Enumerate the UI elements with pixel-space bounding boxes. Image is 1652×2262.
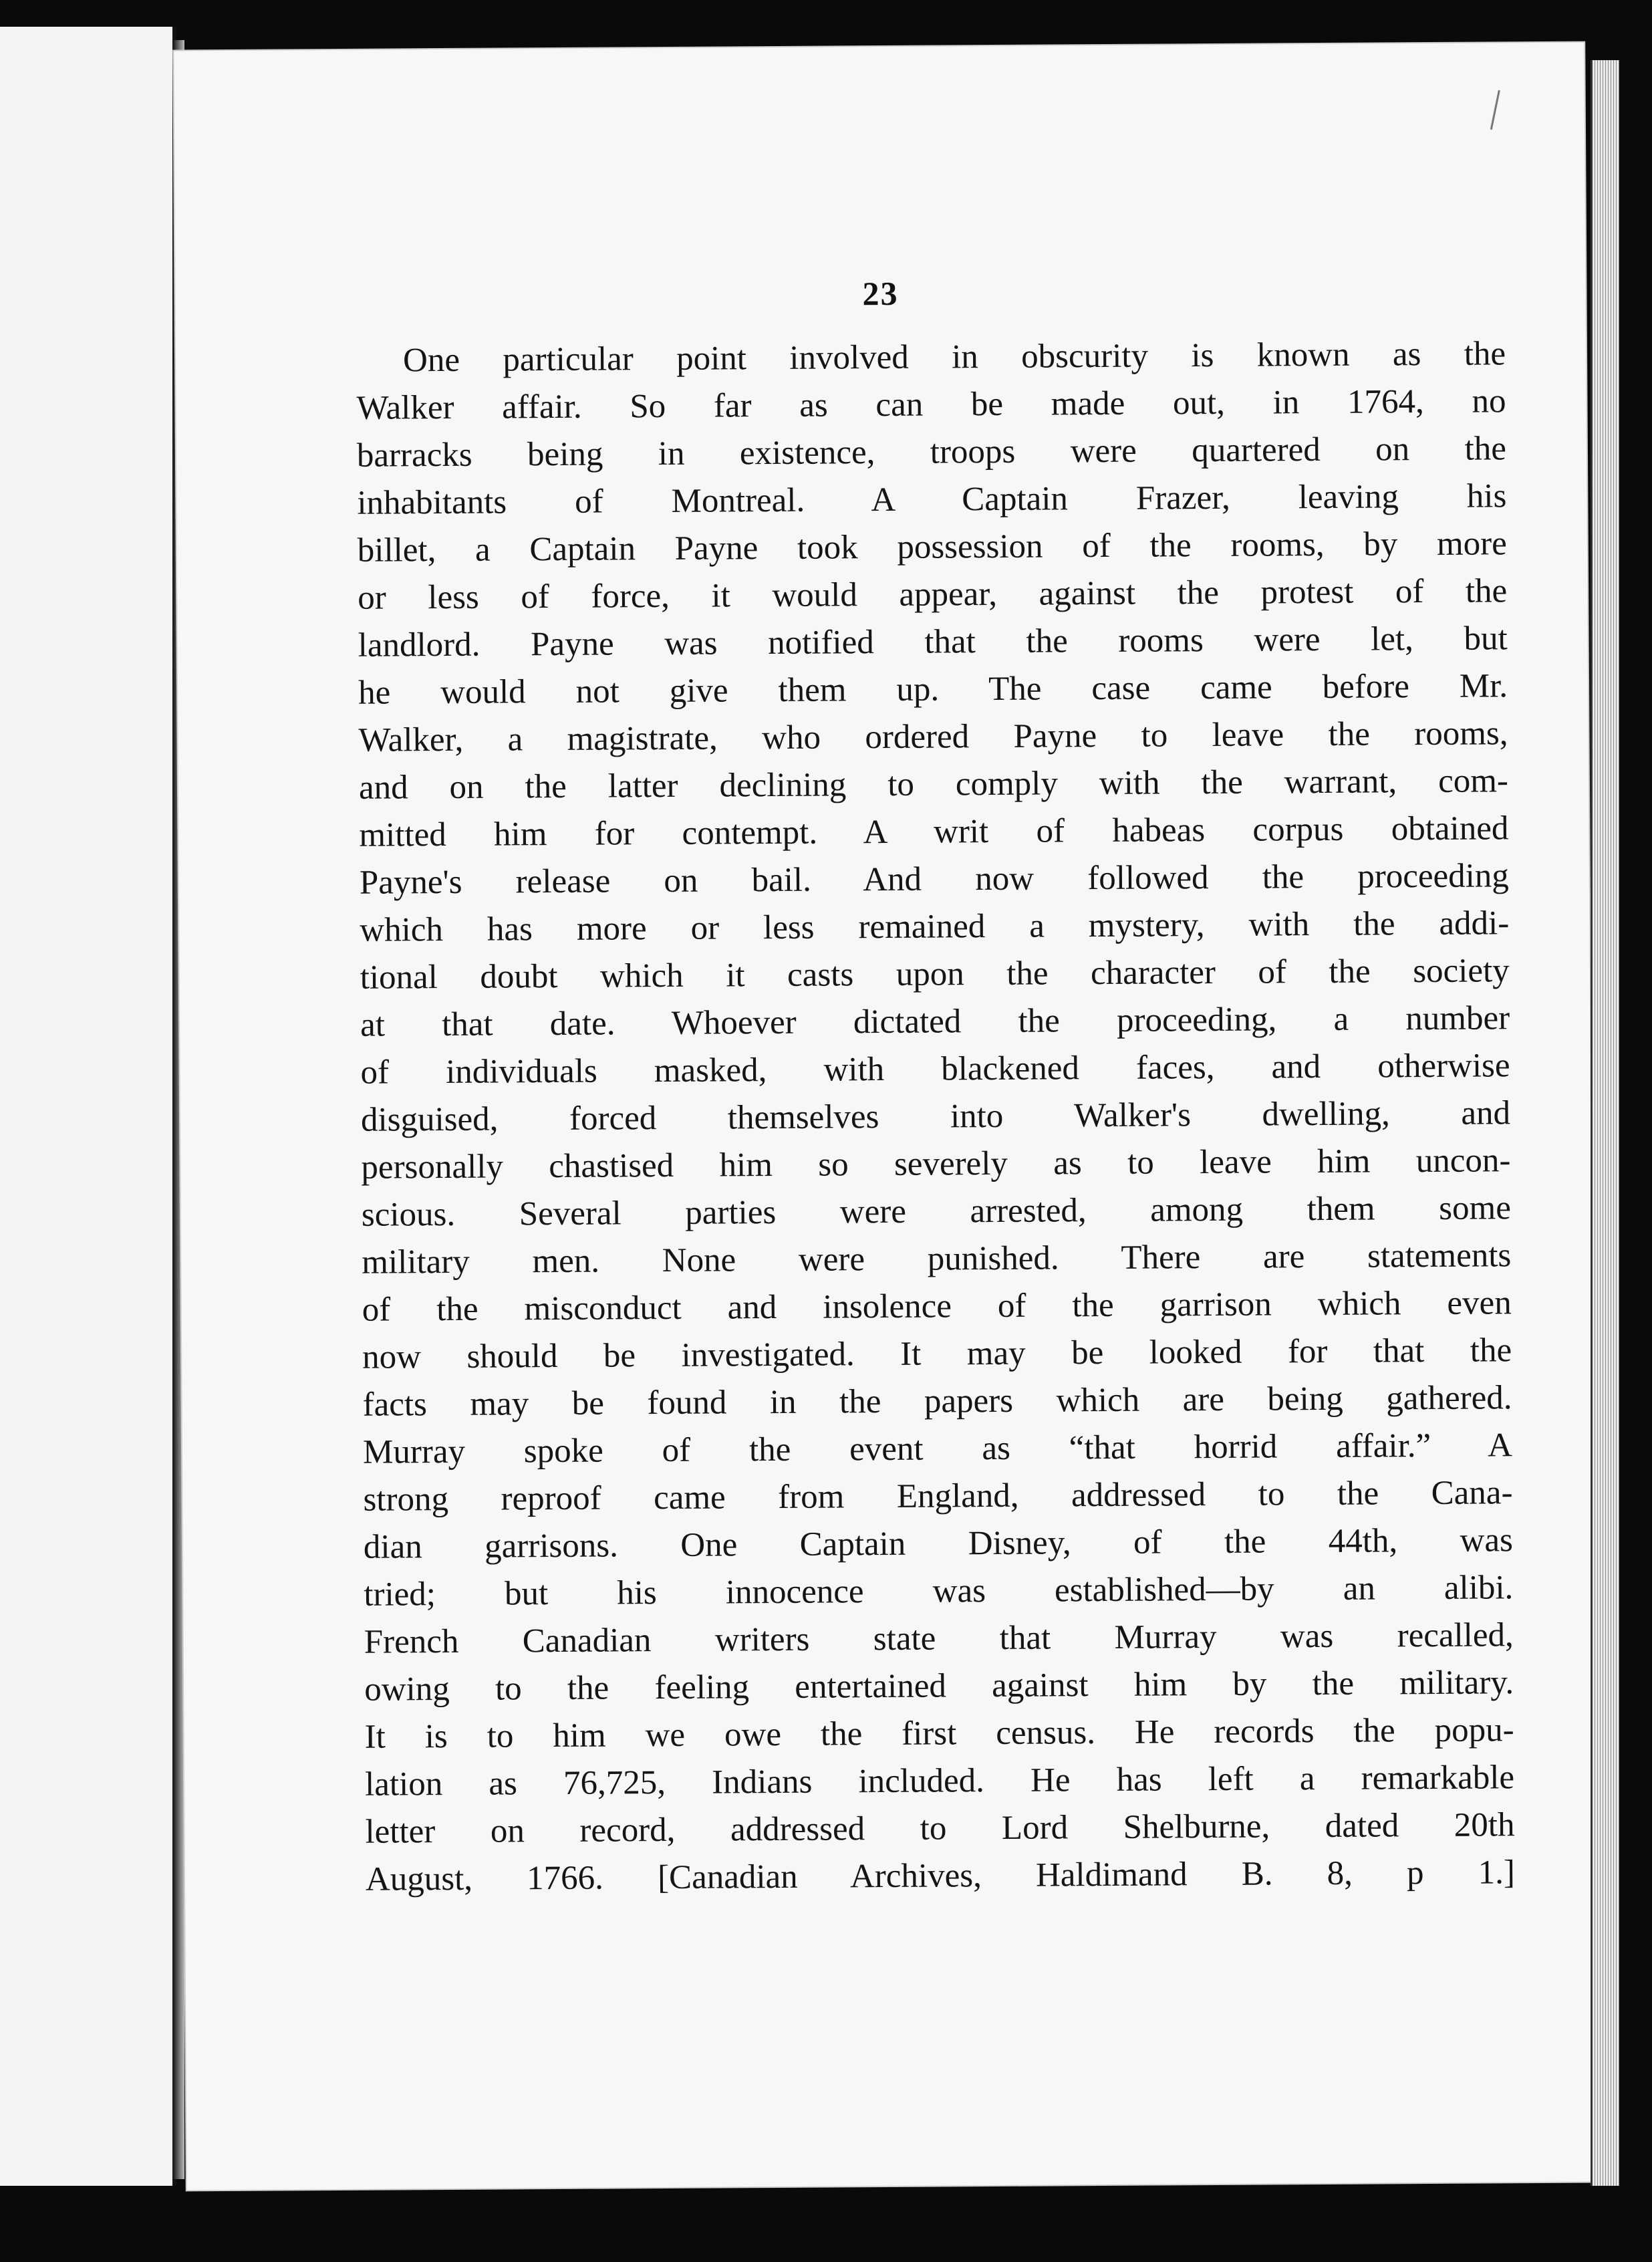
text-line: mitted him for contempt. A writ of habeas corpus obtained [359,809,1509,854]
text-line: disguised, forced themselves into Walker's dwelling, and [360,1094,1511,1139]
text-line: facts may be found in the papers which are being gathered. [362,1379,1512,1424]
text-line: at that date. Whoever dictated the proceeding, a number [360,999,1510,1044]
text-line: landlord. Payne was notified that the rooms were let, but [358,620,1508,664]
text-line: One particular point involved in obscurity is known as the [402,335,1506,380]
body-text [356,330,1515,1903]
text-line: of individuals masked, with blackened faces, and otherwise [360,1047,1510,1092]
text-line: billet, a Captain Payne took possession of the rooms, by more [357,525,1507,570]
text-line: tional doubt which it casts upon the character of the society [360,952,1510,997]
scanned-page [174,43,1597,2190]
text-line: or less of force, it would appear, against the protest of the [358,572,1508,617]
text-line: and on the latter declining to comply with the warrant, com- [358,762,1509,807]
text-line: of the misconduct and insolence of the garrison which even [362,1284,1512,1329]
text-line: he would not give them up. The case came before Mr. [358,667,1508,712]
text-line: barracks being in existence, troops were quartered on the [356,430,1507,475]
page-number: 23 [862,274,899,313]
text-line: owing to the feeling entertained against him by the military. [364,1664,1514,1709]
text-line: strong reproof came from England, addressed to the Cana- [363,1474,1513,1519]
text-line: lation as 76,725, Indians included. He has left a remarkable [364,1759,1515,1803]
text-line: It is to him we owe the first census. He records the popu- [364,1711,1514,1756]
text-line: Payne's release on bail. And now followed the proceeding [359,857,1509,902]
text-line: personally chastised him so severely as to leave him uncon- [361,1142,1511,1186]
text-line: August, 1766. [Canadian Archives, Haldimand B. 8, p 1.] [365,1854,1516,1898]
text-line: military men. None were punished. There are statements [362,1237,1512,1281]
text-line: which has more or less remained a mystery, with the addi- [360,904,1510,949]
previous-page-edge [0,27,176,2186]
text-line: tried; but his innocence was established—by an alibi. [364,1569,1514,1614]
text-line: dian garrisons. One Captain Disney, of the 44th, was [363,1521,1514,1566]
stray-pencil-mark [1490,90,1500,130]
text-line: letter on record, addressed to Lord Shelburne, dated 20th [365,1806,1515,1851]
text-line: now should be investigated. It may be looked for that the [362,1332,1512,1376]
text-line: scious. Several parties were arrested, among them some [361,1189,1512,1234]
text-line: Murray spoke of the event as “that horrid affair.” A [362,1426,1513,1471]
text-line: Walker, a magistrate, who ordered Payne to leave the rooms, [358,715,1508,759]
text-line: inhabitants of Montreal. A Captain Frazer, leaving his [357,477,1507,522]
text-line: Walker affair. So far as can be made out, in 1764, no [356,382,1506,427]
text-line: French Canadian writers state that Murray was recalled, [364,1616,1514,1661]
book-page-stack-edge [1591,60,1619,2186]
